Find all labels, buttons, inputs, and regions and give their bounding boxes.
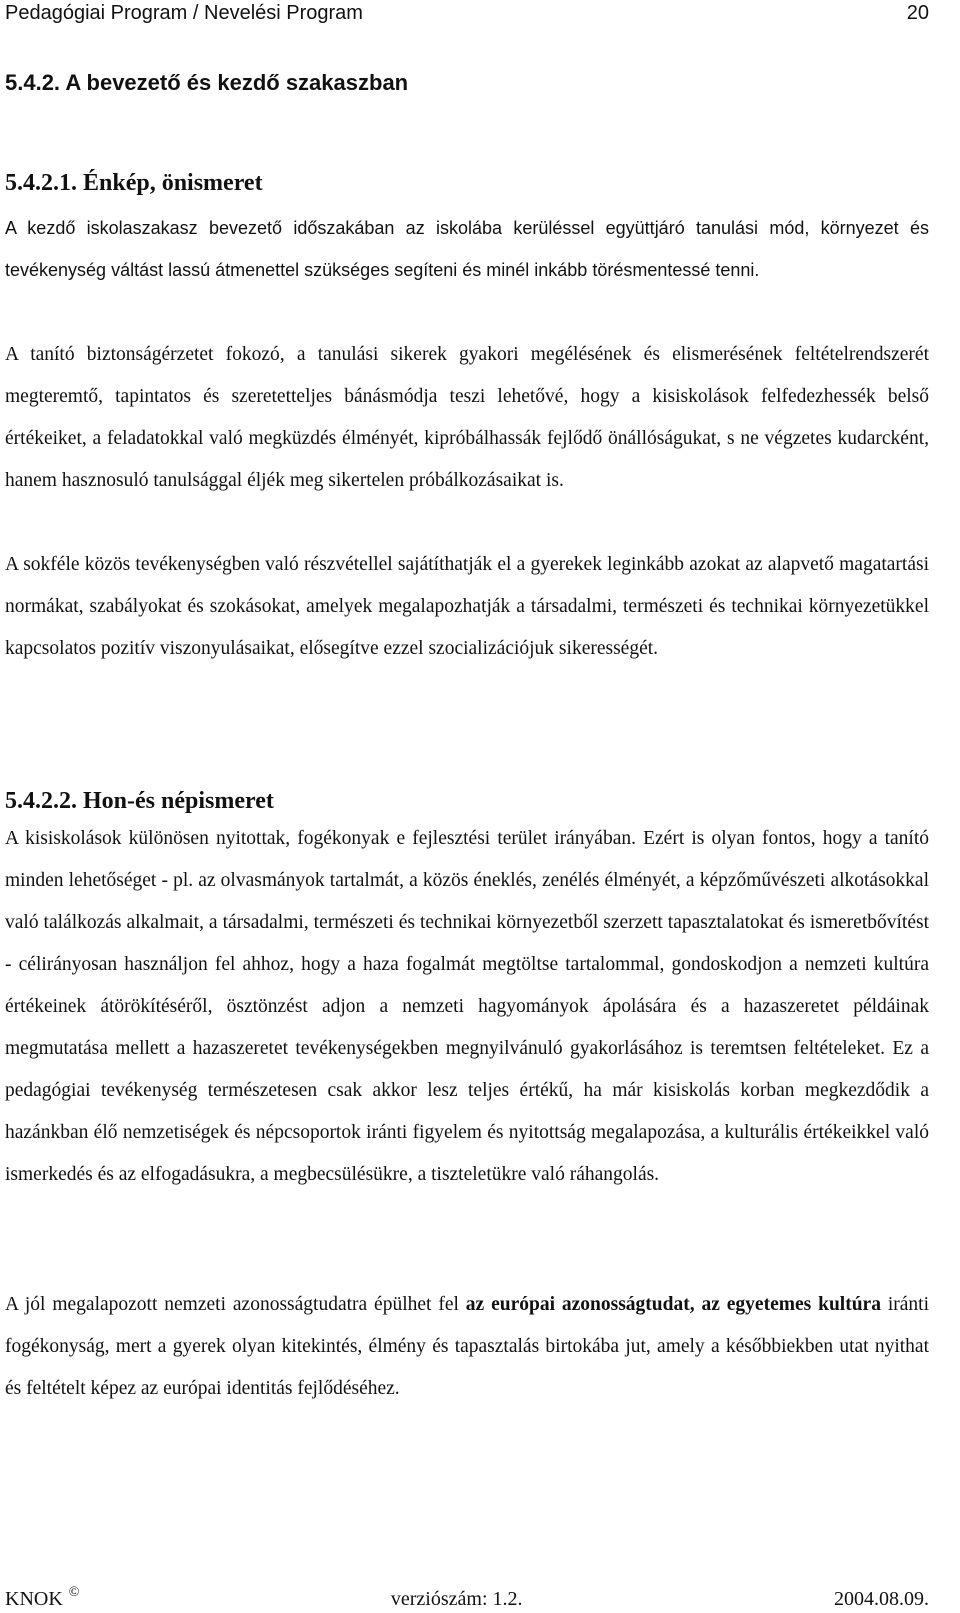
document-page <box>5 0 929 1613</box>
page-footer <box>5 1585 929 1613</box>
paragraph-5-end: iránti fogékonyság, mert a gyerek olyan kitekintés, élmény és tapasztalás birtokába jut, amely a későbbiekben utat nyithat és feltételt képez az európai identitás fejlődéséhez. <box>5 1294 929 1399</box>
copyright-symbol: © <box>68 1585 80 1600</box>
paragraph-5-start: A jól megalapozott nemzeti azonosságtudatra épülhet fel <box>5 1294 466 1315</box>
footer-org: KNOK <box>5 1588 63 1610</box>
footer-left <box>5 1585 79 1611</box>
subsection-heading-1: 5.4.2.1. Énkép, önismeret <box>5 170 263 196</box>
paragraph-5 <box>5 1284 929 1410</box>
page-header <box>5 0 929 30</box>
footer-date: 2004.08.09. <box>833 1588 929 1610</box>
footer-version: verziószám: 1.2. <box>390 1588 523 1610</box>
section-heading: 5.4.2. A bevezető és kezdő szakaszban <box>5 70 409 95</box>
page-number: 20 <box>906 2 929 24</box>
subsection-heading-2: 5.4.2.2. Hon-és népismeret <box>5 788 274 814</box>
header-title: Pedagógiai Program / Nevelési Program <box>5 2 363 24</box>
paragraph-1: A kezdő iskolaszakasz bevezető időszakában az iskolába kerüléssel együttjáró tanulási mód, környezet és tevékenység váltást lassú átmenettel szükséges segíteni és minél inkább törésmentessé tenni. <box>5 218 929 280</box>
paragraph-4: A kisiskolások különösen nyitottak, fogékonyak e fejlesztési terület irányában. Ezért is olyan fontos, hogy a tanító minden lehetőséget - pl. az olvasmányok tartalmát, a közös éneklés, zenélés élményét, a képzőművészeti alkotásokkal való találkozás alkalmait, a társadalmi, természeti és technikai környezetből szerzett tapasztalatokat és ismeretbővítést - célirányosan használjon fel ahhoz, hogy a haza fogalmát megtöltse tartalommal, gondoskodjon a nemzeti kultúra értékeinek átörökítéséről, ösztönzést adjon a nemzeti hagyományok ápolására és a hazaszeretet példáinak megmutatása mellett a hazaszeretet tevékenységekben megnyilvánuló gyakorlásához is teremtsen feltételeket. Ez a pedagógiai tevékenység természetesen csak akkor lesz teljes értékű, ha már kisiskolás korban megkezdődik a hazánkban élő nemzetiségek és népcsoportok iránti figyelem és nyitottság megalapozása, a kulturális értékeikkel való ismerkedés és az elfogadásukra, a megbecsülésükre, a tiszteletükre való ráhangolás. <box>5 828 929 1185</box>
paragraph-3: A sokféle közös tevékenységben való részvétellel sajátíthatják el a gyerekek leginkább azokat az alapvető magatartási normákat, szabályokat és szokásokat, amelyek megalapozhatják a társadalmi, természeti és technikai környezetükkel kapcsolatos pozitív viszonyulásaikat, elősegítve ezzel szocializációjuk sikerességét. <box>5 554 929 659</box>
paragraph-2: A tanító biztonságérzetet fokozó, a tanulási sikerek gyakori megélésének és elismerésének feltételrendszerét megteremtő, tapintatos és szeretetteljes bánásmódja teszi lehetővé, hogy a kisiskolások felfedezhessék belső értékeiket, a feladatokkal való megküzdés élményét, kipróbálhassák fejlődő önállóságukat, s ne végzetes kudarcként, hanem hasznosuló tanulsággal éljék meg sikertelen próbálkozásaikat is. <box>5 344 929 491</box>
paragraph-5-bold: az európai azonosságtudat, az egyetemes kultúra <box>465 1294 881 1315</box>
